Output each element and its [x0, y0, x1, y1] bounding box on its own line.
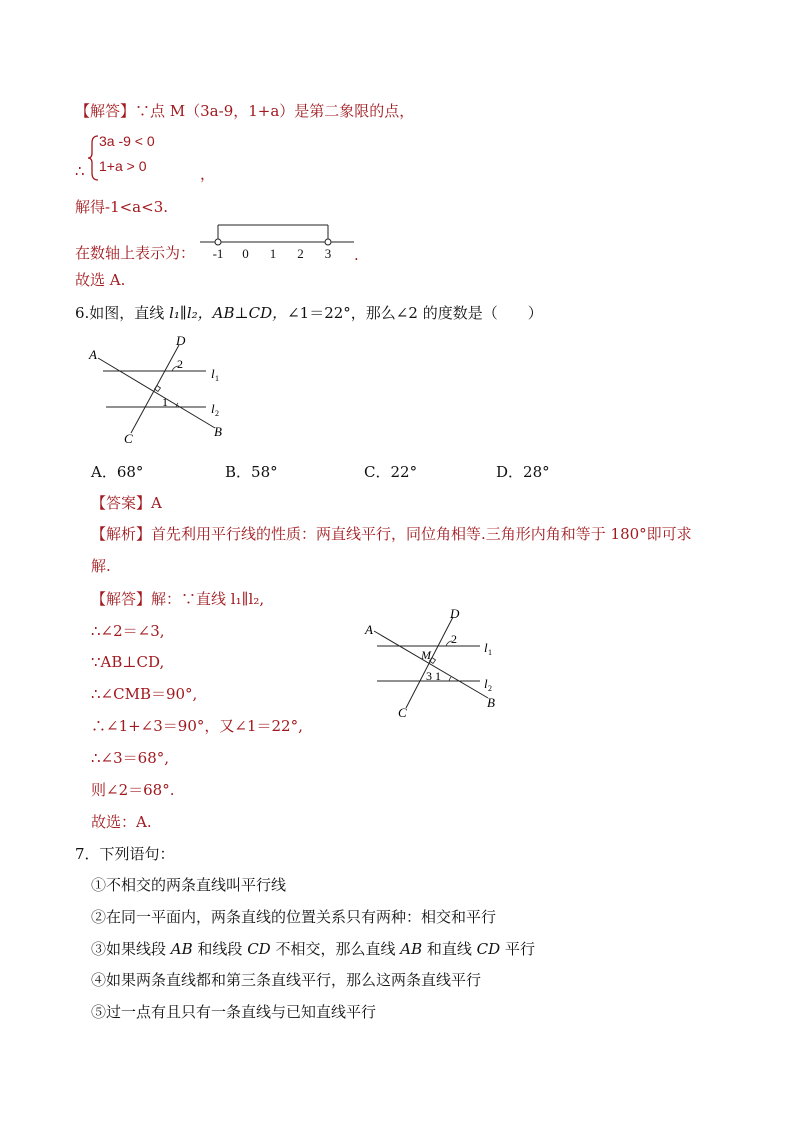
- option-d: D．28°: [496, 463, 550, 481]
- inequality-2: 1+a > 0: [99, 158, 147, 174]
- option-c: C．22°: [364, 463, 418, 481]
- solution-step: 则∠2＝68°.: [91, 781, 175, 799]
- answer-tag: 【答案】: [91, 494, 152, 512]
- numberline-tick-label: 3: [324, 246, 332, 261]
- q6-stem: [75, 303, 543, 323]
- fig1-angle-1: 1: [162, 395, 168, 409]
- comma: ，: [200, 165, 216, 183]
- q6-figure: [88, 333, 238, 448]
- analysis-text-1: 首先利用平行线的性质：两直线平行，同位角相等.三角形内角和等于 180°即可求: [151, 525, 692, 543]
- numberline-tick-label: 0: [242, 246, 249, 261]
- fig2-sub-2: 2: [488, 684, 492, 693]
- q6-solution-figure: [360, 604, 510, 724]
- therefore-symbol: ∴: [75, 162, 85, 180]
- jieda-tag: 【解答】: [75, 102, 136, 120]
- option-b: B．58°: [225, 463, 278, 481]
- fig2-angle-2: 2: [451, 632, 457, 646]
- q6-stem-math: l₁∥l₂，AB⊥CD，: [169, 304, 288, 322]
- q7-item-4: ④如果两条直线都和第三条直线平行，那么这两条直线平行: [91, 971, 482, 989]
- fig1-label-C: C: [124, 431, 133, 446]
- option-a: A．68°: [91, 463, 144, 481]
- fig2-label-l1: l: [484, 640, 488, 655]
- solution-step: ∴∠1+∠3＝90°，又∠1＝22°,: [91, 717, 303, 735]
- numberline-label: 在数轴上表示为：: [75, 244, 196, 262]
- q5-choose: 故选 A.: [75, 271, 126, 289]
- q7-item-1: ①不相交的两条直线叫平行线: [91, 876, 287, 894]
- numberline-period: .: [354, 246, 359, 264]
- inequality-1: 3a -9 < 0: [99, 133, 155, 149]
- q7-item-5: ⑤过一点有且只有一条直线与已知直线平行: [91, 1003, 377, 1021]
- numberline-tick-label: 1: [269, 246, 277, 261]
- fig2-angle-1: 1: [435, 669, 441, 683]
- fig2-label-C: C: [398, 705, 407, 720]
- solution-step: 故选：A.: [91, 813, 152, 831]
- q7-stem: 7．下列语句：: [75, 845, 175, 863]
- fig2-sub-1: 1: [488, 648, 492, 657]
- fig2-angle-3: 3: [426, 669, 432, 683]
- numberline-tick-label: -1: [212, 246, 224, 261]
- fig1-label-A: A: [89, 347, 97, 362]
- q7-item-2: ②在同一平面内，两条直线的位置关系只有两种：相交和平行: [91, 908, 497, 926]
- fig1-label-D: D: [176, 333, 186, 348]
- fig1-label-l2: l: [211, 401, 215, 416]
- fig1-sub-1: 1: [215, 374, 219, 383]
- numberline-tick-label: 2: [297, 246, 304, 261]
- q6-stem-rest: ∠1＝22°，那么∠2 的度数是（ ）: [287, 304, 543, 322]
- q6-analysis-line1: [91, 524, 692, 544]
- fig1-angle-2: 2: [177, 357, 183, 371]
- q7-item-3: ③如果线段 AB 和线段 CD 不相交，那么直线 AB 和直线 CD 平行: [91, 940, 535, 958]
- fig2-label-l2: l: [484, 676, 488, 691]
- solution-step: ∵AB⊥CD,: [91, 653, 165, 671]
- analysis-tag: 【解析】: [91, 525, 152, 543]
- solution-tag: 【解答】: [91, 590, 152, 608]
- fig2-label-B: B: [487, 695, 495, 710]
- number-line-figure: [198, 222, 358, 262]
- fig2-label-M: M: [421, 648, 431, 662]
- q5-answer-line1: [75, 101, 414, 121]
- fig1-label-l1: l: [211, 366, 215, 381]
- fig1-sub-2: 2: [215, 409, 219, 418]
- q6-stem-prefix: 6.如图，直线: [75, 304, 170, 322]
- answer-value: A: [151, 494, 162, 512]
- q6-solution-line1: [91, 589, 264, 609]
- fig2-label-A: A: [365, 622, 373, 637]
- solution-step: ∴∠2＝∠3,: [91, 622, 165, 640]
- solution-step: 解：∵直线 l₁∥l₂,: [151, 590, 265, 608]
- q6-analysis-line2: 解.: [91, 557, 111, 575]
- solution-step: ∴∠3＝68°,: [91, 749, 170, 767]
- solution-step: ∴∠CMB＝90°,: [91, 685, 198, 703]
- inequality-system: [75, 133, 235, 183]
- fig2-label-D: D: [450, 606, 460, 621]
- fig1-label-B: B: [214, 424, 222, 439]
- q5-answer-text: ∵点 M（3a-9，1+a）是第二象限的点，: [135, 102, 415, 120]
- q6-answer: [91, 493, 162, 513]
- q5-solve-line: 解得-1<a<3.: [75, 198, 169, 216]
